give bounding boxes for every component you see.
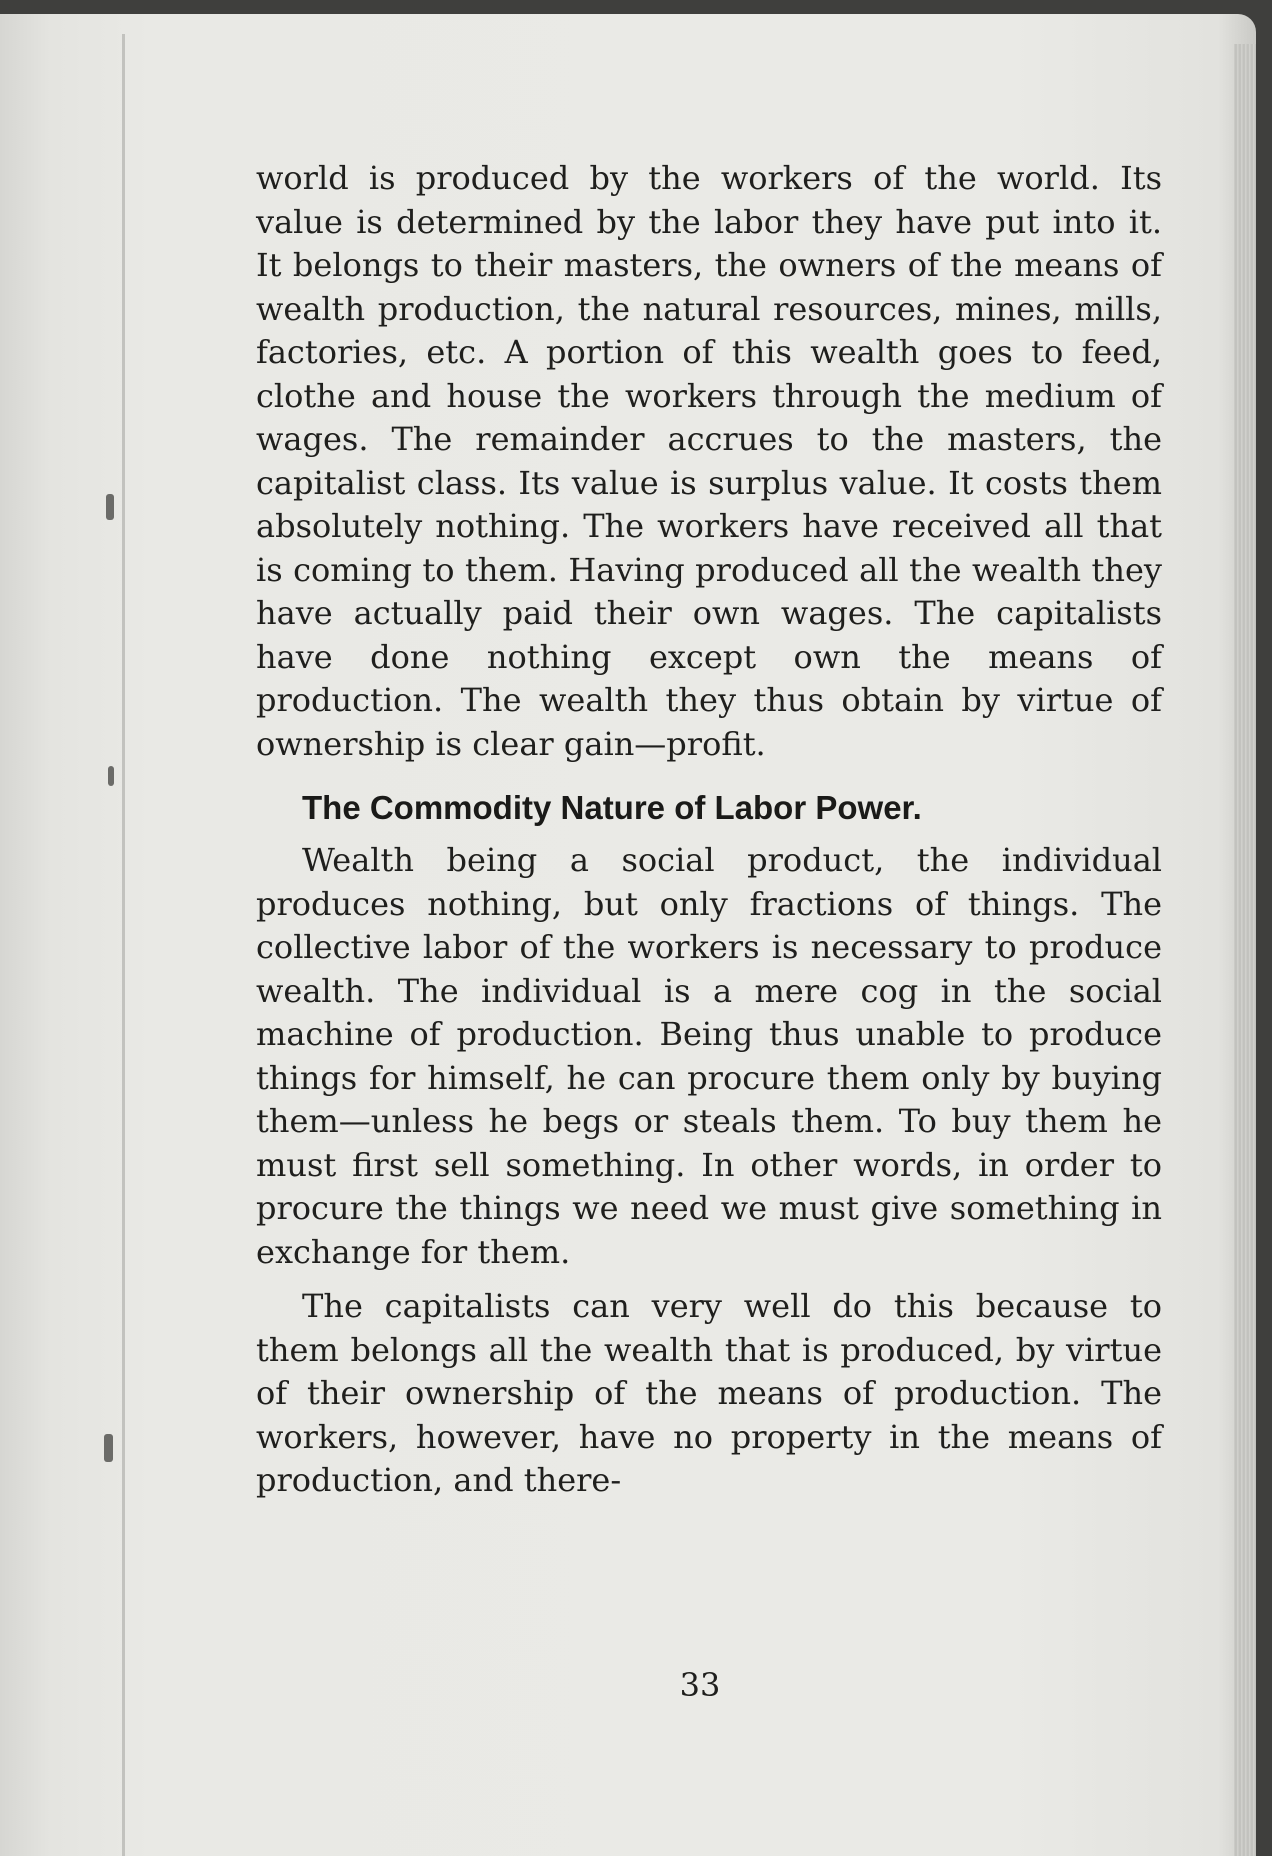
page-gutter bbox=[122, 34, 125, 1856]
paragraph: Wealth being a social product, the individual produces nothing, but only fractions of things. The collective labor of the workers is necessary to produce wealth. The individual is a mere cog in the social machine of production. Being thus unable to produce things for himself, he can procure them only by buying them—unless he begs or steals them. To buy them he must first sell something. In other words, in order to procure the things we need we must give something in exchange for them. bbox=[256, 841, 1162, 1271]
binding-mark bbox=[108, 766, 114, 786]
paragraph: world is produced by the workers of the world. Its value is determined by the labor they have put into it. It belongs to their masters, the owners of the means of wealth production, the natural resources, mines, mills, factories, etc. A portion of this wealth goes to feed, clothe and house the workers through the medium of wages. The remainder accrues to the masters, the capitalist class. Its value is surplus value. It costs them absolutely nothing. The workers have received all that is coming to them. Having produced all the wealth they have actually paid their own wages. The capitalists have done nothing except own the means of production. The wealth they thus obtain by virtue of ownership is clear gain—profit. bbox=[256, 159, 1162, 763]
book-page bbox=[0, 14, 1256, 1856]
section-heading: The Commodity Nature of Labor Power. bbox=[302, 789, 922, 826]
paragraph: The capitalists can very well do this because to them belongs all the wealth that is produced, by virtue of their ownership of the means of production. The workers, however, have no property in the means of production, and there- bbox=[256, 1287, 1162, 1499]
page-edge bbox=[1234, 44, 1256, 1856]
page-number: 33 bbox=[679, 1666, 721, 1704]
binding-mark bbox=[104, 1434, 113, 1462]
binding-mark bbox=[106, 494, 114, 520]
body-text bbox=[256, 157, 1162, 1503]
